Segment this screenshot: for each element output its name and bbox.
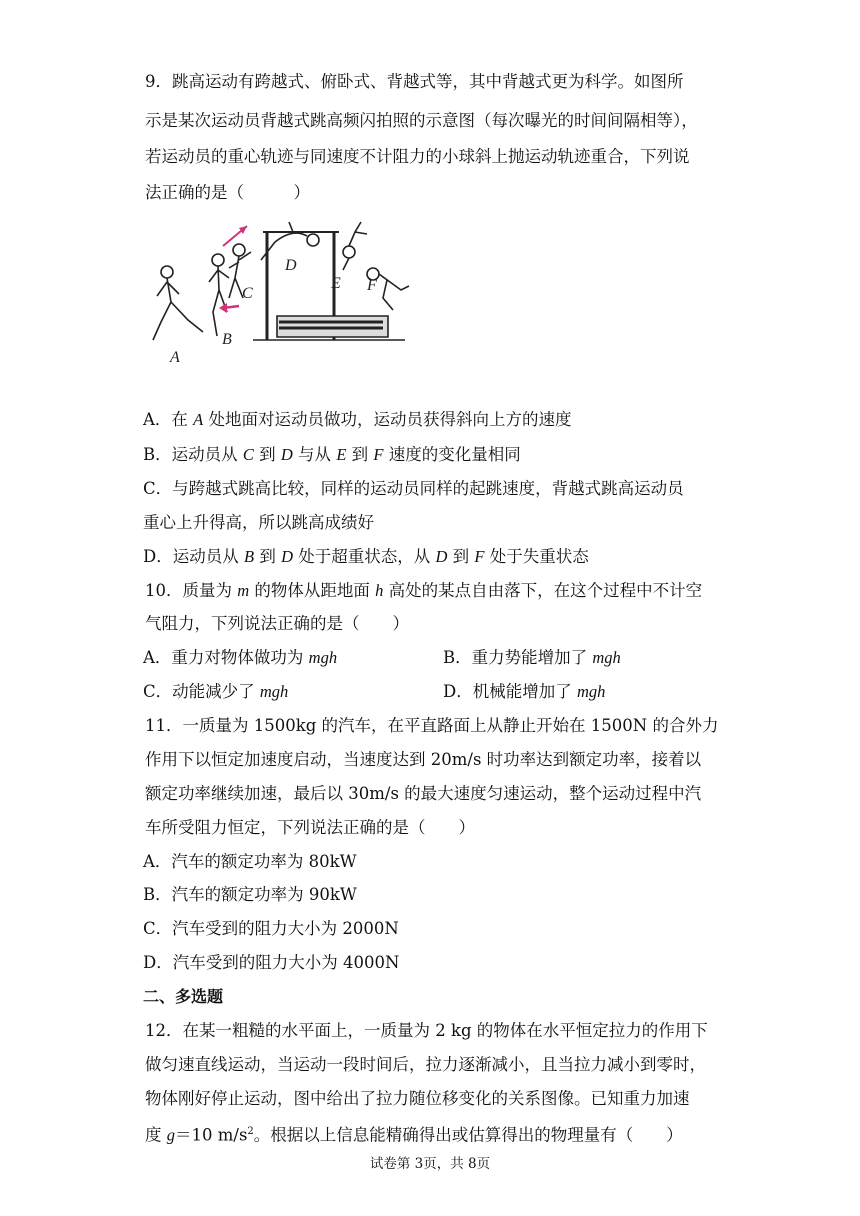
- q11-option-d: D．汽车受到的阻力大小为 4000N: [143, 953, 400, 972]
- q9-stem-line-2: 示是某次运动员背越式跳高频闪拍照的示意图（每次曝光的时间间隔相等），: [145, 111, 698, 130]
- q12-stem-line-4: 度 g＝10 $m/s^2$。根据以上信息能精确得出或估算得出的物理量有（ ）: [145, 1125, 683, 1145]
- q11-option-a: A．汽车的额定功率为 80kW: [143, 852, 357, 871]
- athlete-d: [261, 222, 319, 260]
- page-footer: 试卷第 3页，共 8页: [369, 1156, 491, 1172]
- q9-option-c-line-2: 重心上升得高，所以跳高成绩好: [143, 513, 374, 532]
- figure-label-e: E: [331, 275, 341, 292]
- figure-label-b: B: [222, 331, 232, 348]
- figure-label-d: D: [285, 257, 297, 274]
- q10-option-c: C．动能减少了 mgh: [143, 682, 289, 701]
- figure-label-f: F: [367, 277, 377, 294]
- athlete-e: [343, 222, 367, 270]
- q11-option-b: B．汽车的额定功率为 90kW: [143, 885, 357, 904]
- q12-stem-line-3: 物体刚好停止运动，图中给出了拉力随位移变化的关系图像。已知重力加速: [145, 1089, 690, 1108]
- q11-stem-line-4: 车所受阻力恒定，下列说法正确的是（ ）: [145, 818, 475, 837]
- q9-option-c-line-1: C．与跨越式跳高比较，同样的运动员同样的起跳速度，背越式跳高运动员: [143, 479, 684, 498]
- q9-stem-line-3: 若运动员的重心轨迹与同速度不计阻力的小球斜上抛运动轨迹重合，下列说: [145, 147, 690, 166]
- q11-stem-line-3: 额定功率继续加速，最后以 30m/s 的最大速度匀速运动，整个运动过程中汽: [145, 784, 702, 803]
- q10-stem-line-2: 气阻力，下列说法正确的是（ ）: [145, 614, 409, 633]
- q11-option-c: C．汽车受到的阻力大小为 2000N: [143, 919, 399, 938]
- q9-option-a: A．在 A 处地面对运动员做功，运动员获得斜向上方的速度: [143, 410, 572, 429]
- q9-option-b: B．运动员从 C 到 D 与从 E 到 F 速度的变化量相同: [143, 445, 521, 464]
- q9-stem-line-4: 法正确的是（ ）: [145, 183, 310, 202]
- q10-stem-line-1: 10．质量为 m 的物体从距地面 h 高处的某点自由落下，在这个过程中不计空: [145, 581, 703, 600]
- figure-label-c: C: [242, 285, 253, 302]
- athlete-a: [153, 266, 203, 340]
- q12-stem-line-2: 做匀速直线运动，当运动一段时间后，拉力逐渐减小，且当拉力减小到零时，: [145, 1055, 706, 1074]
- q9-option-d: D．运动员从 B 到 D 处于超重状态，从 D 到 F 处于失重状态: [143, 547, 589, 566]
- q9-stem-line-1: 9．跳高运动有跨越式、俯卧式、背越式等，其中背越式更为科学。如图所: [145, 72, 684, 91]
- athlete-b: [209, 254, 229, 336]
- q11-stem-line-2: 作用下以恒定加速度启动，当速度达到 20m/s 时功率达到额定功率，接着以: [145, 750, 702, 769]
- high-jump-figure: [143, 212, 413, 370]
- q11-stem-line-1: 11．一质量为 1500kg 的汽车，在平直路面上从静止开始在 1500N 的合外力: [145, 716, 719, 735]
- q10-option-d: D．机械能增加了 mgh: [443, 682, 606, 701]
- q10-option-b: B．重力势能增加了 mgh: [443, 648, 621, 667]
- figure-label-a: A: [170, 349, 180, 366]
- q12-stem-line-1: 12．在某一粗糙的水平面上，一质量为 2 kg 的物体在水平恒定拉力的作用下: [145, 1021, 708, 1040]
- q10-option-a: A．重力对物体做功为 mgh: [143, 648, 338, 667]
- section-heading: 二、多选题: [143, 987, 224, 1006]
